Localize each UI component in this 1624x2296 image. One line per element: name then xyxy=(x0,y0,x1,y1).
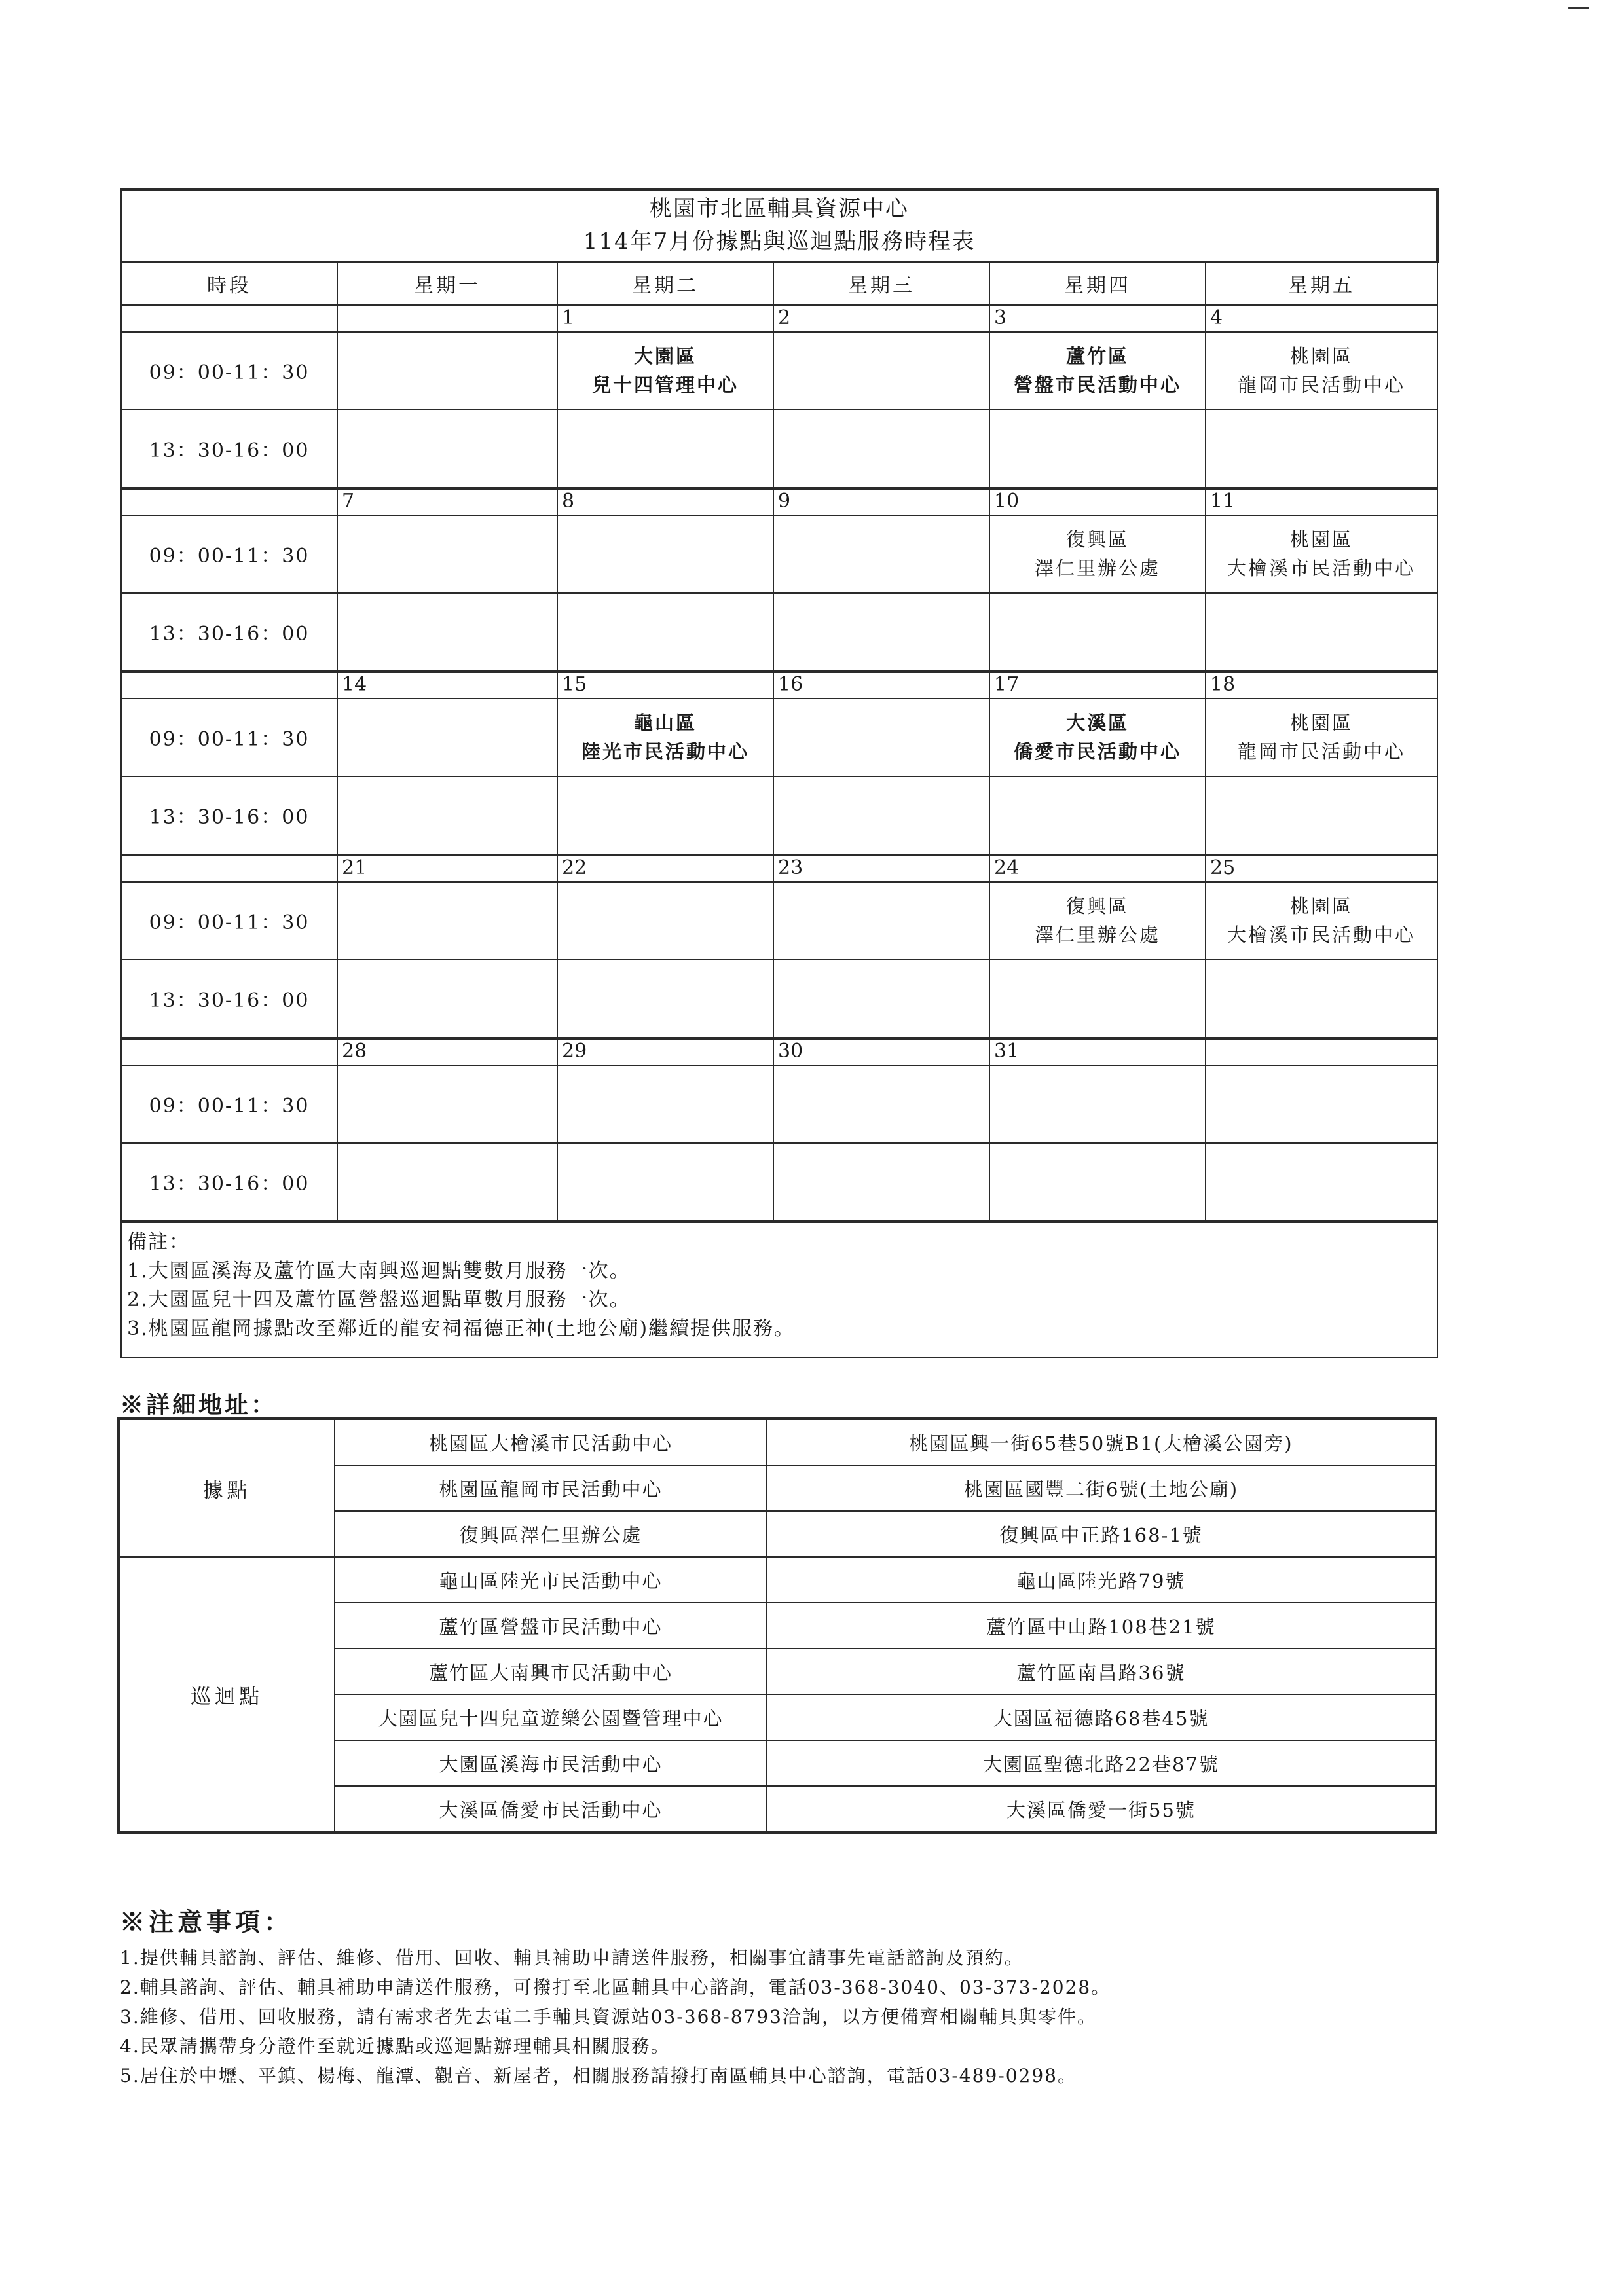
schedule-cell xyxy=(989,593,1206,672)
schedule-title-block xyxy=(121,189,1437,262)
morning-slot-row xyxy=(121,1065,1437,1143)
time-slot-label: 09：00-11：30 xyxy=(121,1065,337,1143)
day-number-blank xyxy=(121,488,337,515)
service-location-line: 龍岡市民活動中心 xyxy=(1237,374,1405,397)
schedule-cell xyxy=(557,960,773,1038)
address-row xyxy=(119,1557,1436,1603)
schedule-cell xyxy=(337,960,557,1038)
schedule-cell xyxy=(557,593,773,672)
address-group-label: 據點 xyxy=(119,1419,335,1557)
service-location-line: 大檜溪市民活動中心 xyxy=(1227,557,1416,580)
day-number-blank xyxy=(121,1038,337,1065)
time-slot-label: 09：00-11：30 xyxy=(121,699,337,776)
afternoon-slot-row xyxy=(121,1143,1437,1222)
column-header: 星期二 xyxy=(557,262,773,305)
scan-mark xyxy=(1568,7,1589,9)
schedule-cell xyxy=(773,593,989,672)
schedule-cell xyxy=(1206,699,1437,776)
notice-list xyxy=(120,1943,1111,2090)
schedule-cell xyxy=(989,410,1206,488)
morning-slot-row xyxy=(121,332,1437,410)
note-item: 2.大園區兒十四及蘆竹區營盤巡迴點單數月服務一次。 xyxy=(127,1288,631,1311)
address-row xyxy=(119,1419,1436,1465)
day-number: 30 xyxy=(773,1038,989,1065)
schedule-title: 桃園市北區輔具資源中心 xyxy=(650,196,909,223)
day-number: 4 xyxy=(1206,305,1437,332)
schedule-cell xyxy=(337,776,557,855)
week-day-number-row xyxy=(121,855,1437,882)
day-number: 28 xyxy=(337,1038,557,1065)
notice-section-title: ※注意事項： xyxy=(120,1907,293,1937)
day-number: 18 xyxy=(1206,672,1437,699)
address-table xyxy=(117,1417,1437,1834)
service-location-line: 澤仁里辦公處 xyxy=(1034,924,1160,947)
location-address: 蘆竹區南昌路36號 xyxy=(767,1649,1436,1694)
schedule-cell xyxy=(773,1065,989,1143)
day-number: 10 xyxy=(989,488,1206,515)
service-location-line: 龜山區 xyxy=(633,712,697,735)
week-day-number-row xyxy=(121,488,1437,515)
notes-row xyxy=(121,1222,1437,1357)
note-item: 1.大園區溪海及蘆竹區大南興巡迴點雙數月服務一次。 xyxy=(127,1259,631,1283)
location-name: 桃園區大檜溪市民活動中心 xyxy=(335,1419,767,1465)
schedule-cell xyxy=(1206,1065,1437,1143)
service-location-line: 龍岡市民活動中心 xyxy=(1237,740,1405,763)
day-number: 1 xyxy=(557,305,773,332)
day-number: 2 xyxy=(773,305,989,332)
column-header: 星期五 xyxy=(1206,262,1437,305)
location-name: 蘆竹區大南興市民活動中心 xyxy=(335,1649,767,1694)
schedule-cell xyxy=(557,699,773,776)
location-name: 大園區溪海市民活動中心 xyxy=(335,1740,767,1786)
schedule-cell xyxy=(773,960,989,1038)
day-number: 24 xyxy=(989,855,1206,882)
schedule-cell xyxy=(989,960,1206,1038)
service-location-line: 陸光市民活動中心 xyxy=(581,740,749,763)
time-slot-label: 09：00-11：30 xyxy=(121,332,337,410)
schedule-cell xyxy=(337,593,557,672)
schedule-cell xyxy=(1206,593,1437,672)
schedule-cell xyxy=(989,1065,1206,1143)
day-number: 15 xyxy=(557,672,773,699)
service-location-line: 大園區 xyxy=(633,345,697,368)
morning-slot-row xyxy=(121,515,1437,593)
schedule-cell xyxy=(1206,776,1437,855)
column-header-row xyxy=(121,262,1437,305)
day-number-blank xyxy=(121,305,337,332)
schedule-cell xyxy=(989,699,1206,776)
schedule-cell xyxy=(337,1143,557,1222)
service-location-line: 桃園區 xyxy=(1289,895,1353,918)
schedule-cell xyxy=(989,1143,1206,1222)
afternoon-slot-row xyxy=(121,593,1437,672)
afternoon-slot-row xyxy=(121,960,1437,1038)
schedule-cell xyxy=(1206,410,1437,488)
time-slot-label: 13：30-16：00 xyxy=(121,410,337,488)
schedule-cell xyxy=(773,410,989,488)
week-day-number-row xyxy=(121,305,1437,332)
service-location-line: 桃園區 xyxy=(1289,345,1353,368)
notice-item: 4.民眾請攜帶身分證件至就近據點或巡迴點辦理輔具相關服務。 xyxy=(120,2035,671,2057)
week-day-number-row xyxy=(121,1038,1437,1065)
day-number: 8 xyxy=(557,488,773,515)
notes-heading: 備註： xyxy=(127,1230,190,1254)
location-address: 大園區福德路68巷45號 xyxy=(767,1694,1436,1740)
schedule-cell xyxy=(1206,332,1437,410)
schedule-cell xyxy=(337,332,557,410)
schedule-cell xyxy=(557,882,773,960)
schedule-cell xyxy=(773,332,989,410)
schedule-cell xyxy=(989,882,1206,960)
location-address: 大園區聖德北路22巷87號 xyxy=(767,1740,1436,1786)
address-group-label: 巡迴點 xyxy=(119,1557,335,1832)
location-address: 桃園區興一街65巷50號B1(大檜溪公園旁) xyxy=(767,1419,1436,1465)
day-number: 23 xyxy=(773,855,989,882)
notice-item: 3.維修、借用、回收服務，請有需求者先去電二手輔具資源站03-368-8793洽詢，以方便備齊相關輔具與零件。 xyxy=(120,2006,1097,2028)
location-address: 龜山區陸光路79號 xyxy=(767,1557,1436,1603)
schedule-cell xyxy=(557,1065,773,1143)
schedule-table xyxy=(120,188,1439,1358)
time-slot-label: 09：00-11：30 xyxy=(121,882,337,960)
week-day-number-row xyxy=(121,672,1437,699)
location-address: 蘆竹區中山路108巷21號 xyxy=(767,1603,1436,1649)
time-slot-label: 13：30-16：00 xyxy=(121,593,337,672)
location-name: 龜山區陸光市民活動中心 xyxy=(335,1557,767,1603)
address-section-title: ※詳細地址： xyxy=(120,1391,278,1419)
service-location-line: 兒十四管理中心 xyxy=(591,374,739,397)
time-slot-label: 13：30-16：00 xyxy=(121,1143,337,1222)
service-location-line: 僑愛市民活動中心 xyxy=(1013,740,1181,763)
day-number: 11 xyxy=(1206,488,1437,515)
schedule-cell xyxy=(989,332,1206,410)
notice-item: 1.提供輔具諮詢、評估、維修、借用、回收、輔具補助申請送件服務，相關事宜請事先電話諮詢及預約。 xyxy=(120,1947,1024,1969)
day-number: 3 xyxy=(989,305,1206,332)
schedule-cell xyxy=(557,776,773,855)
location-name: 大溪區僑愛市民活動中心 xyxy=(335,1786,767,1832)
day-number-blank xyxy=(121,855,337,882)
schedule-cell xyxy=(337,410,557,488)
schedule-cell xyxy=(989,776,1206,855)
day-number: 29 xyxy=(557,1038,773,1065)
day-number: 14 xyxy=(337,672,557,699)
service-location-line: 桃園區 xyxy=(1289,712,1353,735)
schedule-cell xyxy=(337,515,557,593)
afternoon-slot-row xyxy=(121,776,1437,855)
time-slot-label: 09：00-11：30 xyxy=(121,515,337,593)
service-location-line: 營盤市民活動中心 xyxy=(1013,374,1181,397)
day-number-blank xyxy=(121,672,337,699)
location-address: 大溪區僑愛一街55號 xyxy=(767,1786,1436,1832)
column-header: 星期一 xyxy=(337,262,557,305)
service-location-line: 蘆竹區 xyxy=(1065,345,1129,368)
schedule-cell xyxy=(1206,960,1437,1038)
schedule-cell xyxy=(1206,515,1437,593)
day-number: 31 xyxy=(989,1038,1206,1065)
day-number: 9 xyxy=(773,488,989,515)
day-number xyxy=(1206,1038,1437,1065)
day-number xyxy=(337,305,557,332)
service-location-line: 大溪區 xyxy=(1065,712,1129,735)
notice-item: 2.輔具諮詢、評估、輔具補助申請送件服務，可撥打至北區輔具中心諮詢，電話03-368-3040、03-373-2028。 xyxy=(120,1977,1111,1998)
day-number: 21 xyxy=(337,855,557,882)
column-header: 星期三 xyxy=(773,262,989,305)
schedule-cell xyxy=(773,882,989,960)
schedule-cell xyxy=(773,1143,989,1222)
schedule-cell xyxy=(557,1143,773,1222)
morning-slot-row xyxy=(121,882,1437,960)
location-address: 復興區中正路168-1號 xyxy=(767,1511,1436,1557)
schedule-cell xyxy=(773,699,989,776)
column-header: 星期四 xyxy=(989,262,1206,305)
location-name: 蘆竹區營盤市民活動中心 xyxy=(335,1603,767,1649)
location-address: 桃園區國豐二街6號(土地公廟) xyxy=(767,1465,1436,1511)
service-location-line: 復興區 xyxy=(1065,895,1129,918)
notes-cell xyxy=(121,1222,1437,1357)
schedule-cell xyxy=(337,1065,557,1143)
day-number: 22 xyxy=(557,855,773,882)
schedule-subtitle: 114年7月份據點與巡迴點服務時程表 xyxy=(583,228,976,255)
day-number: 16 xyxy=(773,672,989,699)
schedule-cell xyxy=(773,515,989,593)
schedule-cell xyxy=(557,332,773,410)
day-number: 7 xyxy=(337,488,557,515)
schedule-cell xyxy=(557,515,773,593)
schedule-cell xyxy=(337,699,557,776)
schedule-cell xyxy=(557,410,773,488)
notice-item: 5.居住於中壢、平鎮、楊梅、龍潭、觀音、新屋者，相關服務請撥打南區輔具中心諮詢，電話03-489-0298。 xyxy=(120,2065,1077,2086)
schedule-cell xyxy=(989,515,1206,593)
service-location-line: 大檜溪市民活動中心 xyxy=(1227,924,1416,947)
note-item: 3.桃園區龍岡據點改至鄰近的龍安祠福德正神(土地公廟)繼續提供服務。 xyxy=(127,1317,796,1340)
location-name: 復興區澤仁里辦公處 xyxy=(335,1511,767,1557)
schedule-cell xyxy=(773,776,989,855)
service-location-line: 澤仁里辦公處 xyxy=(1034,557,1160,580)
day-number: 25 xyxy=(1206,855,1437,882)
schedule-cell xyxy=(1206,882,1437,960)
morning-slot-row xyxy=(121,699,1437,776)
day-number: 17 xyxy=(989,672,1206,699)
location-name: 大園區兒十四兒童遊樂公園暨管理中心 xyxy=(335,1694,767,1740)
schedule-cell xyxy=(1206,1143,1437,1222)
time-slot-label: 13：30-16：00 xyxy=(121,776,337,855)
service-location-line: 復興區 xyxy=(1065,528,1129,551)
afternoon-slot-row xyxy=(121,410,1437,488)
location-name: 桃園區龍岡市民活動中心 xyxy=(335,1465,767,1511)
service-location-line: 桃園區 xyxy=(1289,528,1353,551)
schedule-cell xyxy=(337,882,557,960)
time-slot-label: 13：30-16：00 xyxy=(121,960,337,1038)
column-header: 時段 xyxy=(121,262,337,305)
